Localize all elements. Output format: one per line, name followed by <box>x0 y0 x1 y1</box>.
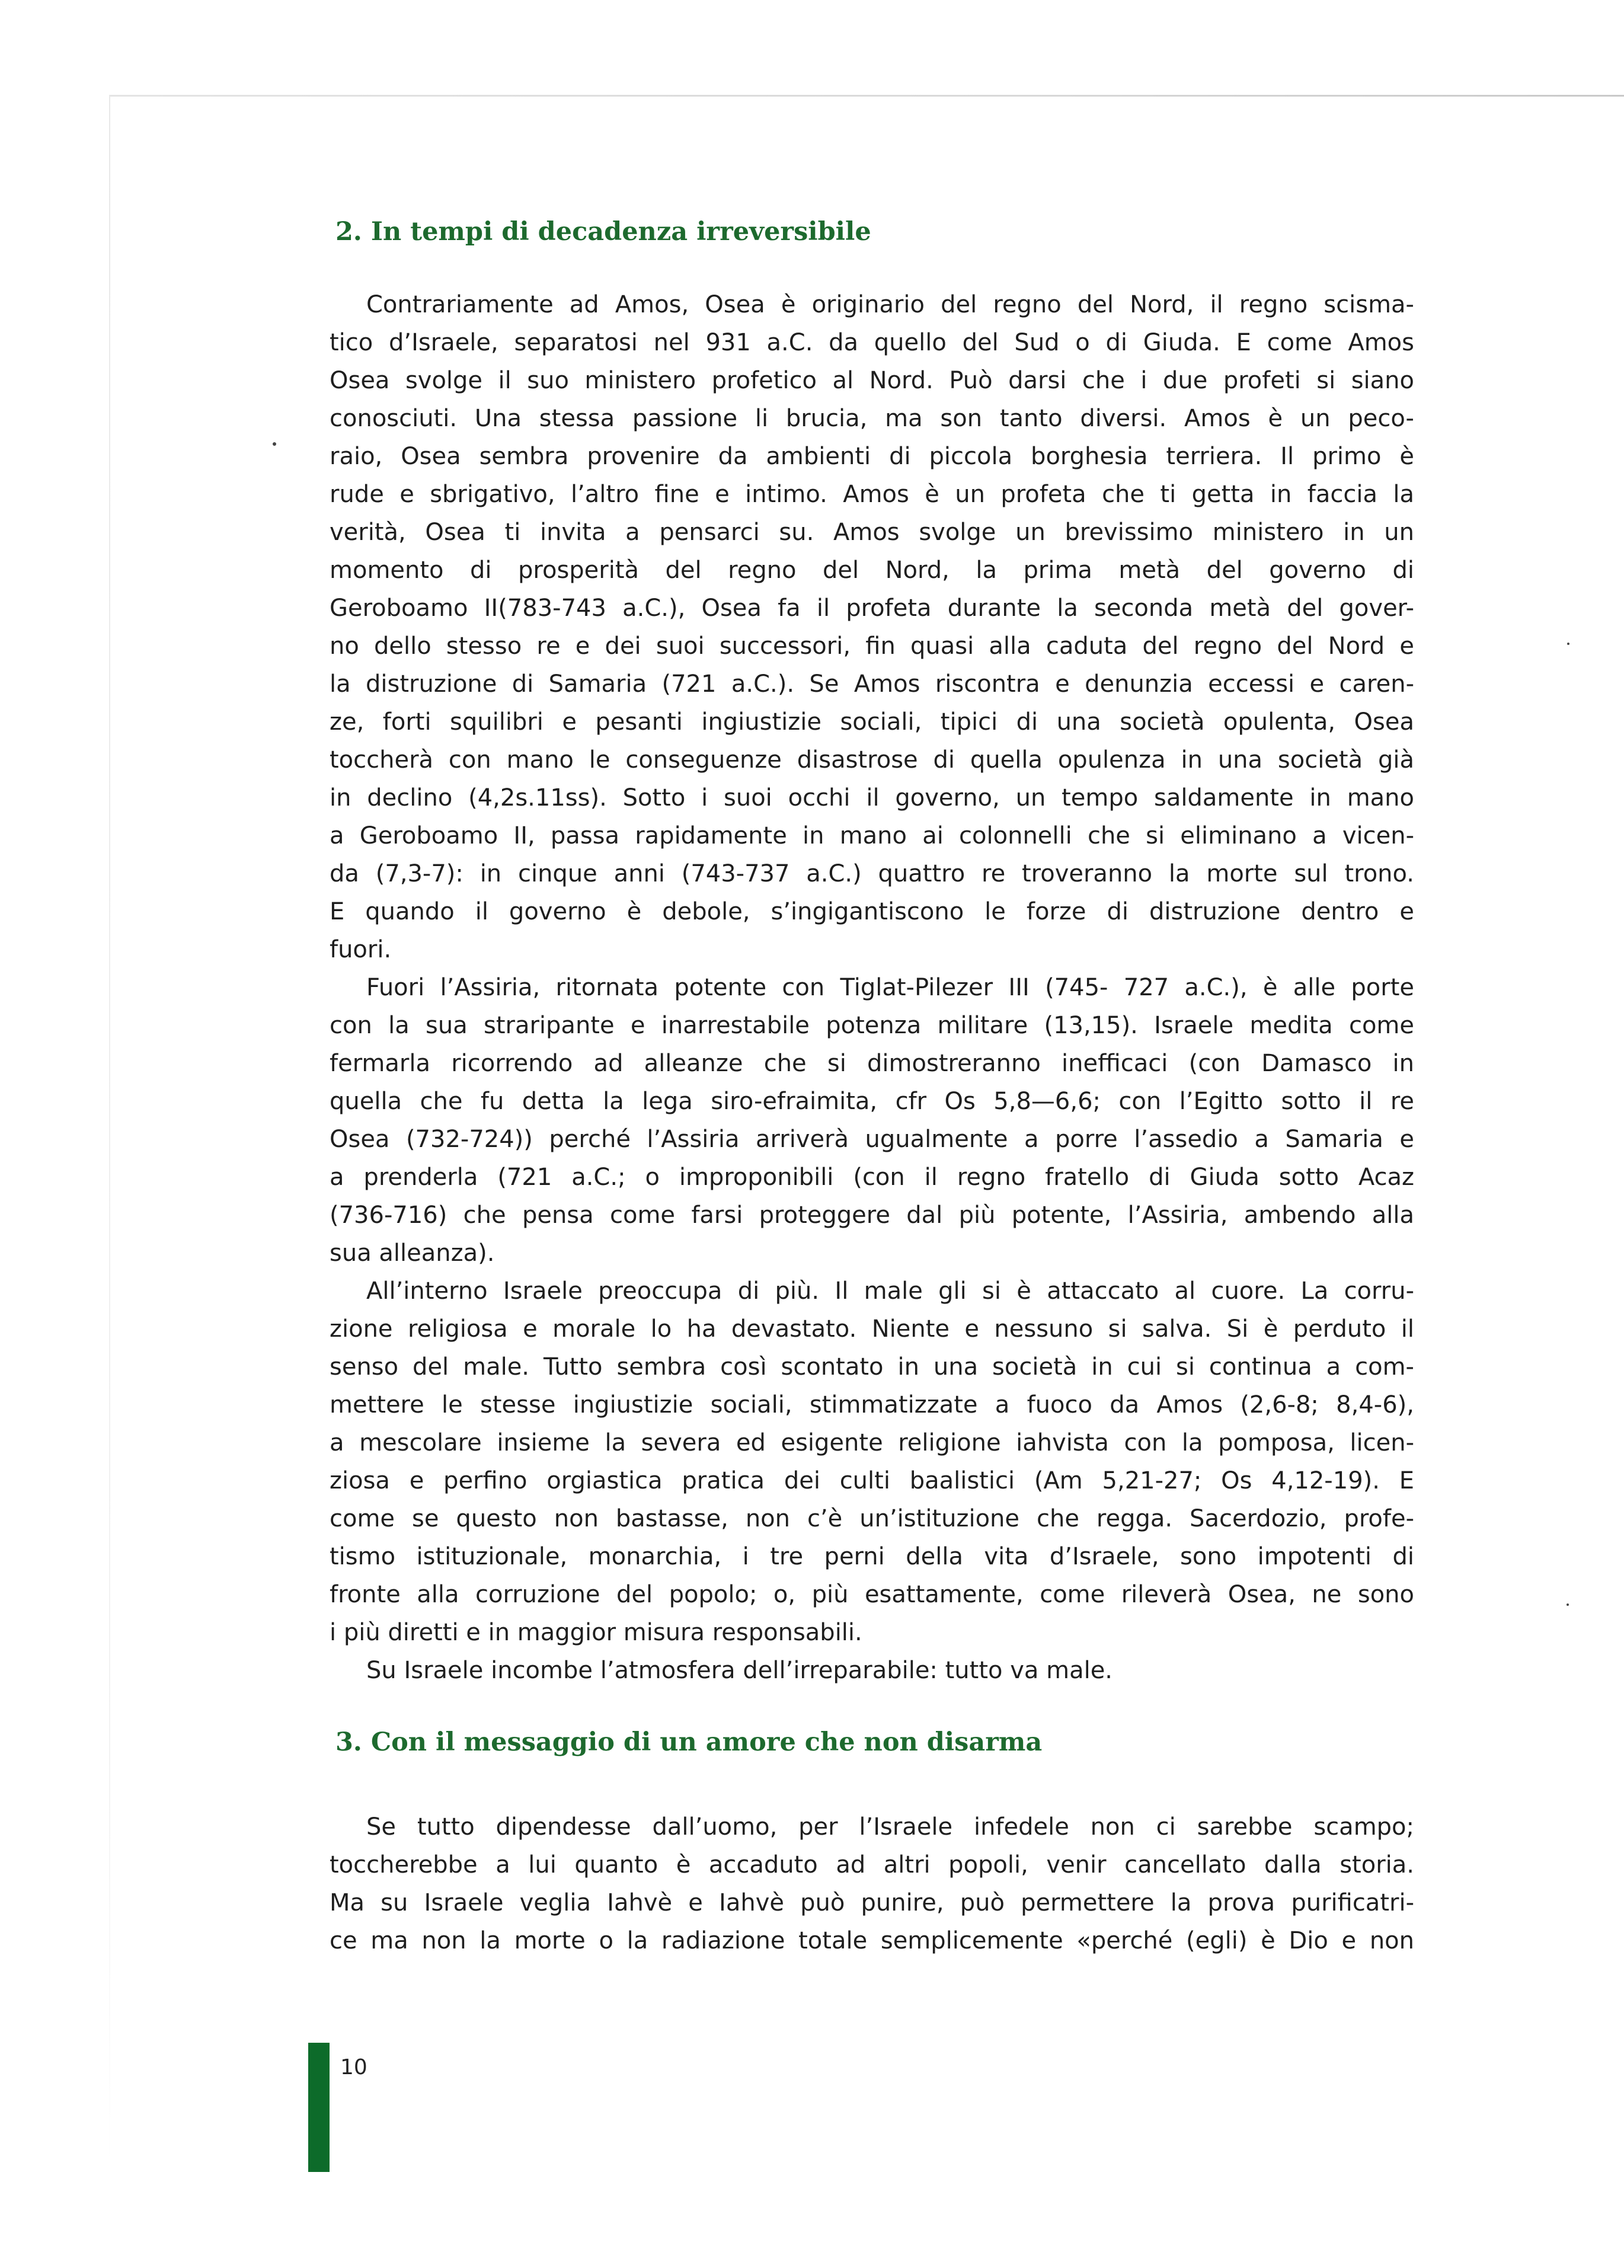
text-line: senso del male. Tutto sembra così scontato in una società in cui si continua a com- <box>330 1353 1414 1381</box>
text-line: Fuori l’Assiria, ritornata potente con Tiglat-Pilezer III (745- 727 a.C.), è alle porte <box>366 974 1414 1001</box>
text-line: E quando il governo è debole, s’ingigantiscono le forze di distruzione dentro e <box>330 898 1414 925</box>
text-line: da (7,3-7): in cinque anni (743-737 a.C.) quattro re troveranno la morte sul trono. <box>330 860 1414 887</box>
text-line: toccherà con mano le conseguenze disastrose di quella opulenza in una società già <box>330 746 1414 774</box>
text-line: conosciuti. Una stessa passione li brucia, ma son tanto diversi. Amos è un peco- <box>330 405 1414 432</box>
section-2-heading: 2. In tempi di decadenza irreversibile <box>335 217 871 247</box>
section-3-body <box>330 1808 1414 1960</box>
text-line: zione religiosa e morale lo ha devastato. Niente e nessuno si salva. Si è perduto il <box>330 1315 1414 1343</box>
text-line: fermarla ricorrendo ad alleanze che si dimostreranno inefficaci (con Damasco in <box>330 1050 1414 1077</box>
text-line: Ma su Israele veglia Iahvè e Iahvè può punire, può permettere la prova purificatri- <box>330 1889 1414 1916</box>
text-line: in declino (4,2s.11ss). Sotto i suoi occhi il governo, un tempo saldamente in mano <box>330 784 1414 812</box>
text-line: Se tutto dipendesse dall’uomo, per l’Israele infedele non ci sarebbe scampo; <box>366 1813 1414 1841</box>
text-line: sua alleanza). <box>330 1240 495 1267</box>
text-line: verità, Osea ti invita a pensarci su. Amos svolge un brevissimo ministero in un <box>330 519 1414 546</box>
text-line: raio, Osea sembra provenire da ambienti di piccola borghesia terriera. Il primo è <box>330 443 1414 470</box>
page-number: 10 <box>340 2055 367 2079</box>
text-line: Osea (732-724)) perché l’Assiria arriverà ugualmente a porre l’assedio a Samaria e <box>330 1126 1414 1153</box>
scan-speck <box>273 442 276 446</box>
text-line: ze, forti squilibri e pesanti ingiustizie sociali, tipici di una società opulenta, Osea <box>330 708 1414 736</box>
text-line: fronte alla corruzione del popolo; o, più esattamente, come rileverà Osea, ne sono <box>330 1581 1414 1608</box>
text-line: ziosa e perfino orgiastica pratica dei culti baalistici (Am 5,21-27; Os 4,12-19). E <box>330 1467 1414 1494</box>
scan-speck <box>1567 643 1569 645</box>
text-line: fuori. <box>330 936 392 963</box>
text-line: a prenderla (721 a.C.; o improponibili (con il regno fratello di Giuda sotto Acaz <box>330 1164 1414 1191</box>
text-line: All’interno Israele preoccupa di più. Il male gli si è attaccato al cuore. La corru- <box>366 1277 1414 1305</box>
text-line: tico d’Israele, separatosi nel 931 a.C. da quello del Sud o di Giuda. E come Amos <box>330 329 1414 356</box>
text-line: Osea svolge il suo ministero profetico al Nord. Può darsi che i due profeti si siano <box>330 367 1414 394</box>
text-line: momento di prosperità del regno del Nord, la prima metà del governo di <box>330 557 1414 584</box>
text-line: come se questo non bastasse, non c’è un’istituzione che regga. Sacerdozio, profe- <box>330 1505 1414 1532</box>
text-line: mettere le stesse ingiustizie sociali, stimmatizzate a fuoco da Amos (2,6-8; 8,4-6), <box>330 1391 1414 1419</box>
text-line: a Geroboamo II, passa rapidamente in mano ai colonnelli che si eliminano a vicen- <box>330 822 1414 849</box>
text-line: (736-716) che pensa come farsi proteggere dal più potente, l’Assiria, ambendo alla <box>330 1202 1414 1229</box>
page-footer-accent-bar <box>308 2043 330 2172</box>
text-line: a mescolare insieme la severa ed esigente religione iahvista con la pomposa, licen- <box>330 1429 1414 1456</box>
text-line: Su Israele incombe l’atmosfera dell’irreparabile: tutto va male. <box>366 1657 1113 1684</box>
scan-speck <box>1567 1603 1569 1606</box>
text-line: quella che fu detta la lega siro-efraimita, cfr Os 5,8—6,6; con l’Egitto sotto il re <box>330 1088 1414 1115</box>
section-3-heading: 3. Con il messaggio di un amore che non disarma <box>335 1727 1043 1757</box>
text-line: rude e sbrigativo, l’altro fine e intimo. Amos è un profeta che ti getta in faccia la <box>330 481 1414 508</box>
text-line: la distruzione di Samaria (721 a.C.). Se Amos riscontra e denunzia eccessi e caren- <box>330 670 1414 698</box>
text-line: Geroboamo II(783-743 a.C.), Osea fa il profeta durante la seconda metà del gover- <box>330 595 1414 622</box>
text-line: toccherebbe a lui quanto è accaduto ad altri popoli, venir cancellato dalla storia. <box>330 1851 1414 1879</box>
text-line: no dello stesso re e dei suoi successori, fin quasi alla caduta del regno del Nord e <box>330 633 1414 660</box>
text-line: tismo istituzionale, monarchia, i tre perni della vita d’Israele, sono impotenti di <box>330 1543 1414 1570</box>
section-2-body <box>330 286 1414 1689</box>
text-line: con la sua straripante e inarrestabile potenza militare (13,15). Israele medita come <box>330 1012 1414 1039</box>
text-line: i più diretti e in maggior misura responsabili. <box>330 1619 862 1646</box>
text-line: Contrariamente ad Amos, Osea è originario del regno del Nord, il regno scisma- <box>366 291 1414 318</box>
text-line: ce ma non la morte o la radiazione totale semplicemente «perché (egli) è Dio e non <box>330 1927 1414 1954</box>
